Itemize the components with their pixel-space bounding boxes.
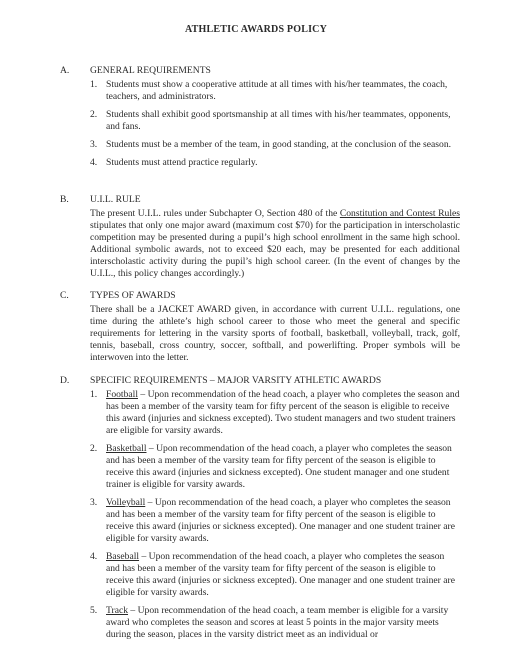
list-item (90, 157, 460, 169)
section-paragraph: There shall be a JACKET AWARD given, in accordance with current U.I.L. regulations, one time during the athlete’s high school career to those who meet the general and specific requirements for lettering in the varsity sports of football, basketball, volleyball, track, golf, tennis, baseball, cross country, soccer, softball, and powerlifting. Proper symbols will be interwoven into the letter. (90, 304, 460, 363)
list-item-volleyball (90, 497, 460, 545)
item-number: 3. (90, 139, 98, 150)
section-letter: A. (60, 65, 70, 76)
sport-name: Football (106, 389, 138, 400)
requirements-list (90, 79, 460, 169)
item-number: 1. (90, 389, 98, 400)
sport-name: Track (106, 605, 129, 616)
item-text: – Upon recommendation of the head coach, a player who completes the season and has been a member of the varsity team for fifty percent of the season is eligible to receive this award (injuries or sickness excepted). One manager and one student trainer are eligible for varsity awards. (106, 551, 455, 598)
item-number: 1. (90, 79, 98, 90)
item-text: Students must be a member of the team, in good standing, at the conclusion of the season. (106, 139, 452, 150)
section-letter: B. (60, 194, 69, 205)
section-letter: C. (60, 290, 69, 301)
item-text: – Upon recommendation of the head coach, a player who completes the season and has been a member of the varsity team for fifty percent of the season is eligible to receive this award (injuries or sickness excepted). One manager and one student trainer are eligible for varsity awards. (106, 497, 455, 544)
list-item (90, 139, 460, 151)
item-text: – Upon recommendation of the head coach, a player who completes the season and has been a member of the varsity team for fifty percent of the season is eligible to receive this award (injuries and sickness excepted). Two student managers and two student trainers are eligible for varsity awards. (106, 389, 460, 436)
list-item (90, 79, 460, 103)
item-text: Students shall exhibit good sportsmanship at all times with his/her teammates, opponents, and fans. (106, 109, 451, 132)
sport-name: Volleyball (106, 497, 146, 508)
document-title: ATHLETIC AWARDS POLICY (184, 24, 328, 35)
item-text: – Upon recommendation of the head coach, a team member is eligible for a varsity award who completes the season and scores at least 5 points in the major varsity meets during the season, places in the varsity district meet as an individual or (106, 605, 449, 640)
constitution-reference: Constitution and Contest Rules (339, 208, 460, 219)
sport-name: Baseball (106, 551, 140, 562)
item-number: 2. (90, 443, 98, 454)
item-number: 3. (90, 497, 98, 508)
list-item-basketball (90, 443, 460, 491)
list-item (90, 109, 460, 133)
item-number: 4. (90, 157, 98, 168)
item-number: 5. (90, 605, 98, 616)
item-text: Students must attend practice regularly. (106, 157, 258, 168)
section-heading: U.I.L. RULE (90, 194, 141, 205)
section-heading: SPECIFIC REQUIREMENTS – MAJOR VARSITY ATHLETIC AWARDS (90, 375, 382, 386)
paragraph-text: The present U.I.L. rules under Subchapter O, Section 480 of the (90, 208, 340, 219)
item-number: 2. (90, 109, 98, 120)
sport-requirements-list (90, 389, 460, 641)
item-text: – Upon recommendation of the head coach, a player who completes the season and has been a member of the varsity team for fifty percent of the season is eligible to receive this award (injuries and sickness excepted). One student manager and one student trainer is eligible for varsity awards. (106, 443, 452, 490)
section-paragraph (90, 208, 460, 280)
item-number: 4. (90, 551, 98, 562)
paragraph-text: stipulates that only one major award (maximum cost $70) for the participation in interscholastic competition may be presented during a pupil’s high school enrollment in the same high school. Additional symbolic awards, not to exceed $20 each, may be presented for each additional interscholastic activity during the pupil’s high school career. (In the event of changes by the U.I.L., this policy changes accordingly.) (90, 220, 460, 279)
item-text: Students must show a cooperative attitude at all times with his/her teammates, the coach, teachers, and administrators. (106, 79, 448, 102)
section-heading: GENERAL REQUIREMENTS (90, 65, 211, 76)
list-item-track (90, 605, 460, 641)
section-letter: D. (60, 375, 70, 386)
list-item-baseball (90, 551, 460, 599)
sport-name: Basketball (106, 443, 147, 454)
section-heading: TYPES OF AWARDS (90, 290, 176, 301)
list-item-football (90, 389, 460, 437)
